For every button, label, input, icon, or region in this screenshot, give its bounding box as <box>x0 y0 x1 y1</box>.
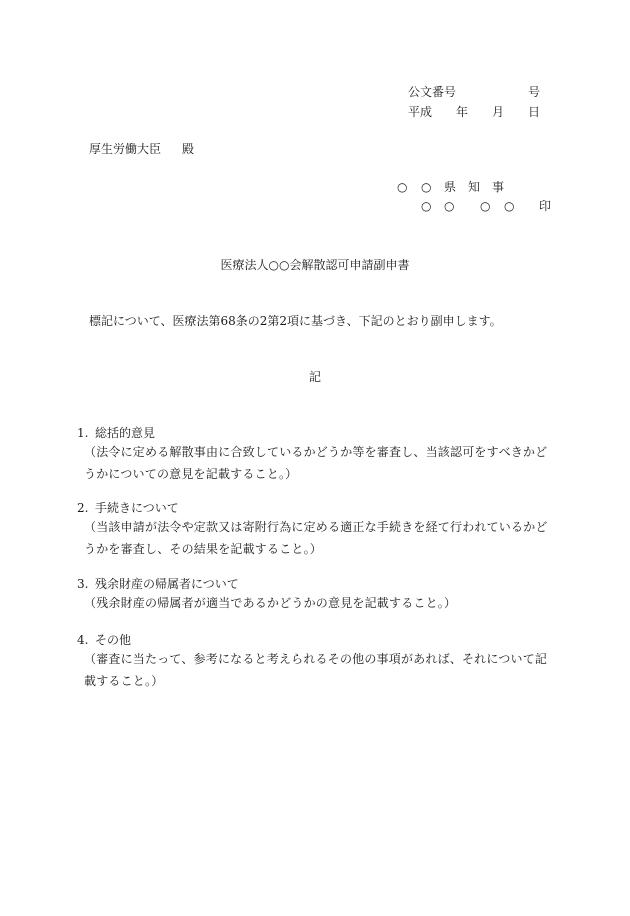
item-number: 2. <box>77 501 89 515</box>
addressee-honorific: 殿 <box>182 142 195 156</box>
date-month-unit: 月 <box>492 105 505 119</box>
sender-line2-char: ○ <box>421 199 432 213</box>
item-description: （残余財産の帰属者が適当であるかどうかの意見を記載すること。） <box>84 596 457 610</box>
document-title: 医療法人○○会解散認可申請副申書 <box>220 258 410 272</box>
doc-number-suffix: 号 <box>528 85 541 99</box>
item-heading: 手続きについて <box>95 501 179 515</box>
sender-line2-char: ○ <box>480 199 491 213</box>
sender-line1-char: 知 <box>468 180 481 194</box>
doc-number-label: 公文番号 <box>408 85 457 99</box>
item-number: 4. <box>77 633 89 647</box>
sender-line2-char: ○ <box>444 199 455 213</box>
sender-line1-char: ○ <box>397 180 408 194</box>
item-heading: 総括的意見 <box>95 426 156 440</box>
body-text: 標記について、医療法第68条の2第2項に基づき、下記のとおり副申します。 <box>89 314 502 328</box>
sender-line1-char: 県 <box>444 180 457 194</box>
date-era: 平成 <box>408 105 433 119</box>
item-heading: 残余財産の帰属者について <box>95 577 239 591</box>
item-description: （審査に当たって、参考になると考えられるその他の事項があれば、それについて記載すること。） <box>84 652 548 688</box>
sender-line1-char: ○ <box>421 180 432 194</box>
addressee-name: 厚生労働大臣 <box>89 142 162 156</box>
ki-marker: 記 <box>308 370 321 384</box>
date-day-unit: 日 <box>528 105 541 119</box>
seal-mark: 印 <box>539 199 552 213</box>
date-year-unit: 年 <box>456 105 469 119</box>
sender-line1-char: 事 <box>492 180 505 194</box>
item-number: 1. <box>77 426 89 440</box>
sender-line2-char: ○ <box>504 199 515 213</box>
item-description: （当該申請が法令や定款又は寄附行為に定める適正な手続きを経て行われているかどうかを審査し、その結果を記載すること。） <box>84 520 548 556</box>
item-description: （法令に定める解散事由に合致しているかどうか等を審査し、当該認可をすべきかどうかについての意見を記載すること。） <box>84 445 548 481</box>
item-number: 3. <box>77 577 89 591</box>
item-heading: その他 <box>95 633 132 647</box>
